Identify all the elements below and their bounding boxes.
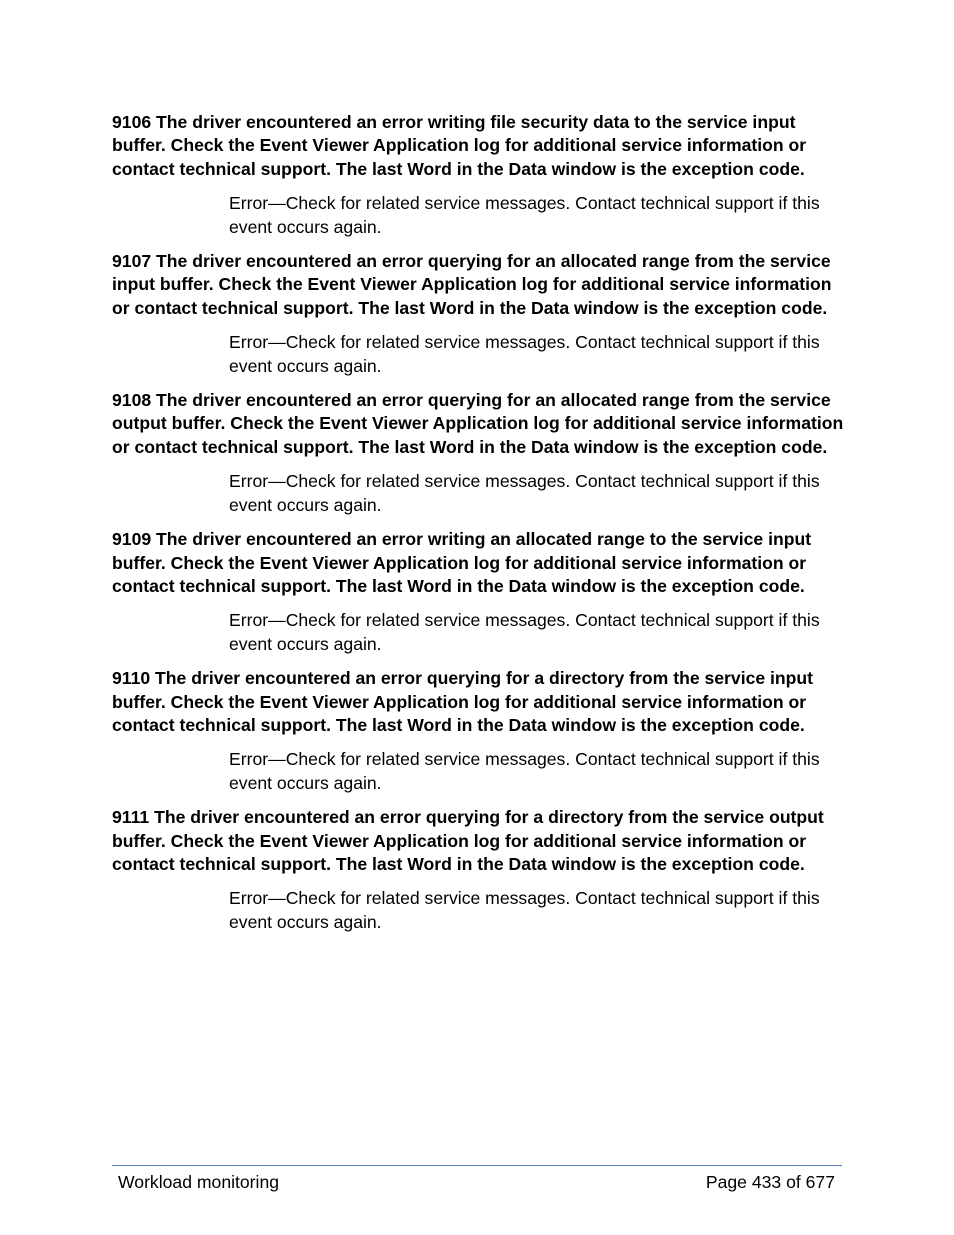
document-content	[112, 111, 847, 945]
event-description: Error—Check for related service messages. Contact technical support if this event occurs again.	[229, 332, 820, 376]
event-description: Error—Check for related service messages. Contact technical support if this event occurs again.	[229, 749, 820, 793]
event-heading: 9109 The driver encountered an error writing an allocated range to the service input buffer. Check the Event Viewer Application log for additional service information or contact technical support. The last Word in the Data window is the exception code.	[112, 529, 812, 596]
event-description: Error—Check for related service messages. Contact technical support if this event occurs again.	[229, 610, 820, 654]
event-description: Error—Check for related service messages. Contact technical support if this event occurs again.	[229, 193, 820, 237]
footer-section-title: Workload monitoring	[118, 1172, 280, 1192]
footer-divider	[112, 1165, 842, 1166]
event-heading: 9106 The driver encountered an error writing file security data to the service input buffer. Check the Event Viewer Application log for additional service information or contact technical support. The last Word in the Data window is the exception code.	[112, 112, 807, 179]
event-heading: 9107 The driver encountered an error querying for an allocated range from the service input buffer. Check the Event Viewer Application log for additional service information or contact technical support. The last Word in the Data window is the exception code.	[112, 251, 832, 318]
event-entry-9110	[112, 667, 847, 795]
event-heading: 9108 The driver encountered an error querying for an allocated range from the service output buffer. Check the Event Viewer Application log for additional service information or contact technical support. The last Word in the Data window is the exception code.	[112, 390, 844, 457]
event-description: Error—Check for related service messages. Contact technical support if this event occurs again.	[229, 471, 820, 515]
event-entry-9109	[112, 528, 847, 656]
event-entry-9107	[112, 250, 847, 378]
event-description: Error—Check for related service messages. Contact technical support if this event occurs again.	[229, 888, 820, 932]
event-entry-9108	[112, 389, 847, 517]
event-heading: 9110 The driver encountered an error querying for a directory from the service input buffer. Check the Event Viewer Application log for additional service information or contact technical support. The last Word in the Data window is the exception code.	[112, 668, 814, 735]
event-heading: 9111 The driver encountered an error querying for a directory from the service output buffer. Check the Event Viewer Application log for additional service information or contact technical support. The last Word in the Data window is the exception code.	[112, 807, 824, 874]
footer-page-number: Page 433 of 677	[705, 1172, 835, 1192]
event-entry-9106	[112, 111, 847, 239]
event-entry-9111	[112, 806, 847, 934]
